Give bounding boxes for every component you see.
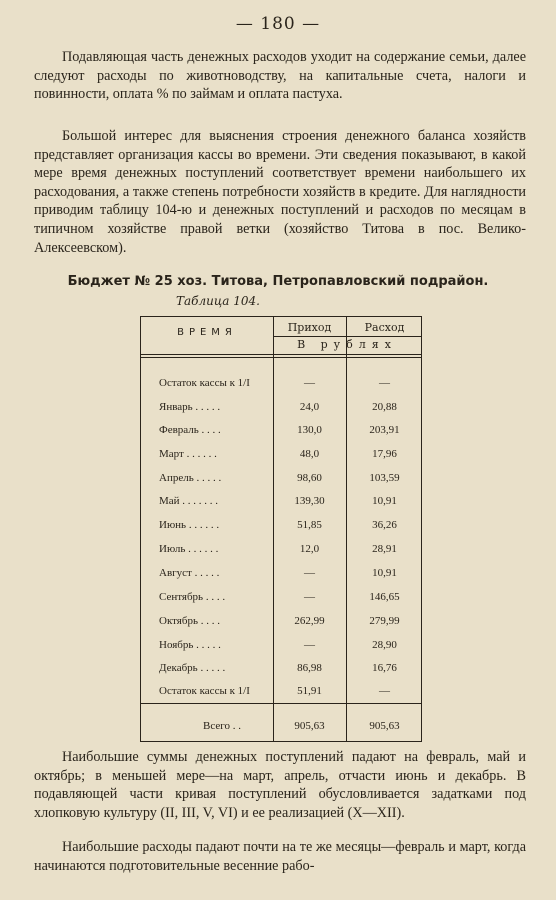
row-label: Остаток кассы к 1/I (159, 377, 250, 389)
table-row (141, 615, 423, 635)
row-label: Май . . . . . . . (159, 495, 219, 507)
total-row (141, 720, 423, 740)
row-income: 12,0 (299, 543, 320, 555)
row-income: — (304, 567, 315, 579)
row-expense: 279,99 (369, 615, 400, 627)
total-label: Всего . . (203, 720, 241, 732)
paragraph-4: Наибольшие расходы падают почти на те же месяцы—февраль и март, когда начинаются подготовительные весенние рабо- (34, 839, 526, 874)
table-row (141, 591, 423, 611)
row-label: Октябрь . . . . (159, 615, 220, 627)
row-expense: 16,76 (372, 662, 397, 674)
paragraph-1: Подавляющая часть денежных расходов уходит на содержание семьи, далее следуют расходы по животноводству, на капитальные счета, налоги и повинности, оплата % по займам и оплата пастуха. (34, 49, 526, 103)
paragraph-2: Большой интерес для выяснения строения денежного баланса хозяйств представляет организация кассы во времени. Эти сведения показывают, в какой мере время денежных поступлений соответствует времени наибольшего их расходования, а также степень потребности хозяйств в кредите. Для наглядности приводим таблицу 104-ю и денежных поступлений и расходов по месяцам в типичном хозяйстве правой ветки (хозяйство Титова в пос. Велико-Алексеевском). (34, 128, 526, 256)
row-expense: 36,26 (372, 519, 397, 531)
budget-table (140, 316, 422, 742)
table-row (141, 685, 423, 705)
row-income: 86,98 (297, 662, 322, 674)
page-number: — 180 — (235, 14, 321, 34)
table-row (141, 448, 423, 468)
row-label: Апрель . . . . . (159, 472, 222, 484)
row-expense: — (379, 685, 390, 697)
row-income: 24,0 (299, 401, 320, 413)
row-expense: 203,91 (369, 424, 400, 436)
row-expense: — (379, 377, 390, 389)
column-header-expense: Расход (364, 321, 405, 334)
column-header-income: Приход (287, 321, 332, 334)
row-expense: 17,96 (372, 448, 397, 460)
row-expense: 28,91 (372, 543, 397, 555)
table-row (141, 472, 423, 492)
row-expense: 10,91 (372, 567, 397, 579)
table-row (141, 377, 423, 397)
total-income: 905,63 (294, 720, 325, 732)
header-divider (141, 354, 421, 355)
row-expense: 146,65 (369, 591, 400, 603)
header-divider (141, 357, 421, 358)
column-header-time: ВРЕМЯ (177, 327, 237, 338)
row-label: Сентябрь . . . . (159, 591, 226, 603)
row-expense: 20,88 (372, 401, 397, 413)
row-label: Январь . . . . . (159, 401, 221, 413)
row-income: — (304, 591, 315, 603)
unit-header: В рублях (297, 338, 397, 351)
row-income: 51,85 (297, 519, 322, 531)
total-expense: 905,63 (369, 720, 400, 732)
paragraph-3: Наибольшие суммы денежных поступлений падают на февраль, май и октябрь; в меньшей мере—на март, апрель, отчасти июнь и декабрь. В подавляющей части кривая поступлений обусловливается задатками под хлопковую культуру (II, III, V, VI) и ее реализацией (X—XII). (34, 749, 526, 821)
table-row (141, 519, 423, 539)
row-label: Февраль . . . . (159, 424, 221, 436)
row-label: Июль . . . . . . (159, 543, 219, 555)
table-row (141, 543, 423, 563)
row-income: 51,91 (297, 685, 322, 697)
row-label: Июнь . . . . . . (159, 519, 220, 531)
row-income: 262,99 (294, 615, 325, 627)
row-income: 48,0 (299, 448, 320, 460)
table-row (141, 424, 423, 444)
row-expense: 103,59 (369, 472, 400, 484)
row-income: 139,30 (294, 495, 325, 507)
row-label: Остаток кассы к 1/I (159, 685, 250, 697)
table-row (141, 401, 423, 421)
row-income: 98,60 (297, 472, 322, 484)
table-row (141, 495, 423, 515)
row-expense: 28,90 (372, 639, 397, 651)
row-label: Март . . . . . . (159, 448, 217, 460)
row-label: Август . . . . . (159, 567, 220, 579)
table-label: Таблица 104. (176, 294, 260, 308)
row-expense: 10,91 (372, 495, 397, 507)
row-label: Ноябрь . . . . . (159, 639, 221, 651)
row-income: 130,0 (297, 424, 322, 436)
row-income: — (304, 377, 315, 389)
table-row (141, 662, 423, 682)
table-row (141, 567, 423, 587)
table-row (141, 639, 423, 659)
row-income: — (304, 639, 315, 651)
table-heading: Бюджет № 25 хоз. Титова, Петропавловский подрайон. (67, 274, 489, 289)
header-divider (273, 336, 421, 337)
row-label: Декабрь . . . . . (159, 662, 226, 674)
